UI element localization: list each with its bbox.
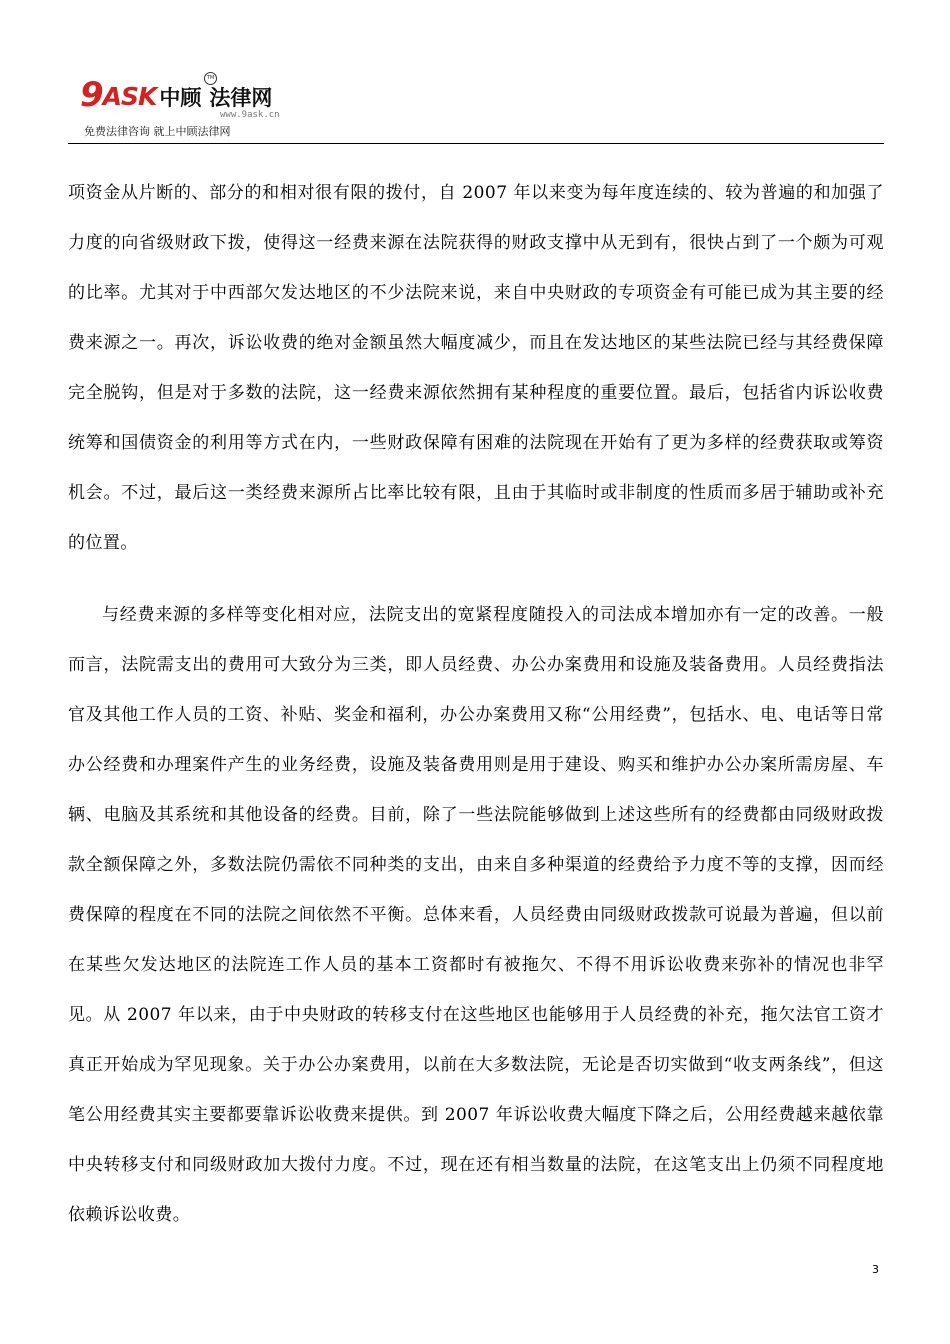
paragraph: 与经费来源的多样等变化相对应，法院支出的宽紧程度随投入的司法成本增加亦有一定的改善。一般而言，法院需支出的费用可大致分为三类，即人员经费、办公办案费用和设施及装备费用。人员经费指法官及其他工作人员的工资、补贴、奖金和福利，办公办案费用又称“公用经费”，包括水、电、电话等日常办公经费和办理案件产生的业务经费，设施及装备费用则是用于建设、购买和维护办公办案所需房屋、车辆、电脑及其系统和其他设备的经费。目前，除了一些法院能够做到上述这些所有的经费都由同级财政拨款全额保障之外，多数法院仍需依不同种类的支出，由来自多种渠道的经费给予力度不等的支撑，因而经费保障的程度在不同的法院之间依然不平衡。总体来看，人员经费由同级财政拨款可说最为普遍，但以前在某些欠发达地区的法院连工作人员的基本工资都时有被拖欠、不得不用诉讼收费来弥补的情况也非罕见。从 2007 年以来，由于中央财政的转移支付在这些地区也能够用于人员经费的补充，拖欠法官工资才真正开始成为罕见现象。关于办公办案费用，以前在大多数法院，无论是否切实做到“收支两条线”，但这笔公用经费其实主要都要靠诉讼收费来提供。到 2007 年诉讼收费大幅度下降之后，公用经费越来越依靠中央转移支付和同级财政加大拨付力度。不过，现在还有相当数量的法院，在这笔支出上仍须不同程度地依赖诉讼收费。 [68, 605, 884, 1225]
trademark-icon: TM [204, 72, 217, 85]
logo-wordmark [80, 75, 273, 115]
site-logo[interactable] [80, 72, 310, 138]
paragraph: 项资金从片断的、部分的和相对很有限的拨付，自 2007 年以来变为每年度连续的、较为普遍的和加强了力度的向省级财政下拨，使得这一经费来源在法院获得的财政支撑中从无到有，很快占到了一个颇为可观的比率。尤其对于中西部欠发达地区的不少法院来说，来自中央财政的专项资金有可能已成为其主要的经费来源之一。再次，诉讼收费的绝对金额虽然大幅度减少，而且在发达地区的某些法院已经与其经费保障完全脱钩，但是对于多数的法院，这一经费来源依然拥有某种程度的重要位置。最后，包括省内诉讼收费统筹和国债资金的利用等方式在内，一些财政保障有困难的法院现在开始有了更为多样的经费获取或筹资机会。不过，最后这一类经费来源所占比率比较有限，且由于其临时或非制度的性质而多居于辅助或补充的位置。 [68, 183, 884, 553]
document-body [68, 168, 884, 1240]
logo-ask-text: ASK [102, 82, 157, 111]
logo-slogan: 免费法律咨询 就上中顾法律网 [84, 125, 231, 138]
header-divider [68, 143, 884, 144]
logo-cn-text: 中顾 [159, 86, 202, 110]
page-header [68, 72, 884, 144]
logo-url: www.9ask.cn [220, 110, 280, 120]
logo-law-text: 法律网 [209, 86, 273, 110]
page-number: 3 [872, 1263, 879, 1276]
logo-mark: 9 [80, 75, 103, 115]
